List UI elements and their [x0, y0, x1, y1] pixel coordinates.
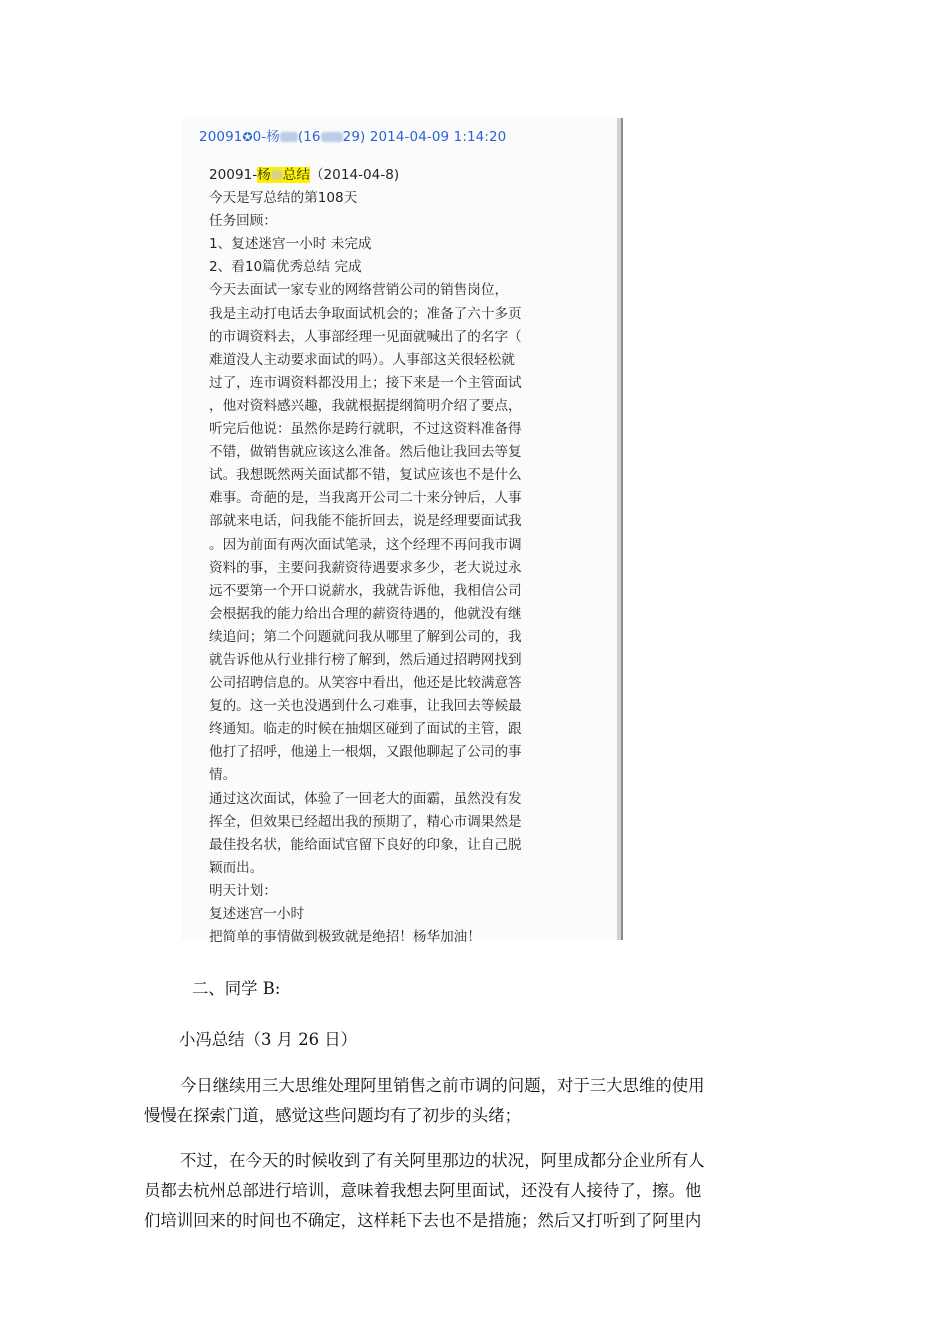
message-line: 他打了招呼，他递上一根烟，又跟他聊起了公司的事: [209, 744, 522, 761]
message-line: 情。: [209, 767, 237, 784]
message-line: 公司招聘信息的。从笑容中看出，他还是比较满意答: [209, 675, 522, 692]
message-line: 资料的事，主要问我薪资待遇要求多少，老大说过永: [209, 559, 522, 576]
message-line: 就告诉他从行业排行榜了解到，然后通过招聘网找到: [209, 651, 522, 668]
paragraph-1: [144, 1071, 812, 1131]
sender-phone-start: (16: [297, 129, 321, 145]
sender-id-rest: 0-杨: [252, 129, 280, 145]
redaction-blur: [271, 170, 283, 180]
section-heading: 二、同学 B:: [192, 979, 281, 998]
message-lines: [209, 187, 593, 949]
title-highlight: [257, 167, 310, 183]
paragraph-line: 不过，在今天的时候收到了有关阿里那边的状况，阿里成都分企业所有人: [180, 1151, 705, 1170]
message-datetime: 2014-04-09 1:14:20: [369, 129, 507, 145]
paragraph-line: 今日继续用三大思维处理阿里销售之前市调的问题，对于三大思维的使用: [180, 1076, 705, 1095]
message-line: 挥全，但效果已经超出我的预期了，精心市调果然是: [209, 813, 522, 830]
paragraph-line: 慢慢在探索门道，感觉这些问题均有了初步的头绪；: [144, 1106, 521, 1125]
title-name: 杨: [257, 167, 271, 183]
message-line: 通过这次面试，体验了一回老大的面霸，虽然没有发: [209, 790, 522, 807]
message-line: 过了，连市调资料都没用上；接下来是一个主管面试: [209, 374, 522, 391]
message-line: 难事。奇葩的是，当我离开公司二十来分钟后，人事: [209, 490, 522, 507]
message-line: 听完后他说：虽然你是跨行就职，不过这资料准备得: [209, 421, 522, 438]
message-line: 颖而出。: [209, 859, 264, 876]
message-line: ，他对资料感兴趣，我就根据提纲简明介绍了要点，: [209, 397, 522, 414]
title-date: （2014-04-8): [309, 167, 400, 183]
message-line: 任务回顾：: [209, 213, 277, 230]
paragraph-line: 们培训回来的时间也不确定，这样耗下去也不是措施；然后又打听到了阿里内: [144, 1211, 702, 1230]
message-line: 把简单的事情做到极致就是绝招！杨华加油！: [209, 929, 481, 946]
message-body: [209, 164, 593, 949]
message-line: 部就来电话，问我能不能折回去，说是经理要面试我: [209, 513, 522, 530]
message-line: 明天计划：: [209, 882, 277, 899]
message-line: 复的。这一关也没遇到什么刁难事，让我回去等候最: [209, 698, 522, 715]
title-prefix: 20091-: [209, 167, 258, 183]
message-line: 今天是写总结的第108天: [209, 190, 358, 207]
message-line: 终通知。临走的时候在抽烟区碰到了面试的主管，跟: [209, 721, 522, 738]
redaction-blur: [280, 132, 298, 142]
message-line: 试。我想既然两关面试都不错，复试应该也不是什么: [209, 467, 522, 484]
title-suffix: 总结: [282, 167, 310, 183]
message-line: 最佳投名状，能给面试官留下良好的印象，让自己脱: [209, 836, 522, 853]
message-title: [209, 164, 593, 187]
chat-screenshot: [181, 118, 623, 946]
message-line: 远不要第一个开口说薪水，我就告诉他，我相信公司: [209, 582, 522, 599]
paragraph-line: 员都去杭州总部进行培训，意味着我想去阿里面试，还没有人接待了，擦。他: [144, 1181, 702, 1200]
sender-id: 20091: [199, 129, 243, 145]
message-line: 续追问；第二个问题就问我从哪里了解到公司的，我: [209, 628, 522, 645]
message-line: 复述迷宫一小时: [209, 906, 305, 922]
message-line: 2、看10篇优秀总结 完成: [209, 259, 362, 276]
redaction-blur: [321, 132, 343, 142]
paragraph-2: [144, 1146, 812, 1236]
message-header: [199, 125, 506, 145]
message-line: 1、复述迷宫一小时 未完成: [209, 236, 372, 253]
gear-icon: ✪: [242, 130, 253, 144]
message-line: 的市调资料去，人事部经理一见面就喊出了的名字（: [209, 328, 522, 345]
message-line: 我是主动打电话去争取面试机会的；准备了六十多页: [209, 305, 522, 322]
message-line: 不错，做销售就应该这么准备。然后他让我回去等复: [209, 444, 522, 461]
summary-title: 小冯总结（3 月 26 日）: [179, 1030, 358, 1049]
message-line: 会根据我的能力给出合理的薪资待遇的，他就没有继: [209, 605, 522, 622]
message-line: 。因为前面有两次面试笔录，这个经理不再问我市调: [209, 536, 522, 553]
message-line: 今天去面试一家专业的网络营销公司的销售岗位，: [209, 282, 509, 299]
message-line: 难道没人主动要求面试的吗）。人事部这关很轻松就: [209, 351, 515, 368]
sender-phone-end: 29): [342, 129, 366, 145]
